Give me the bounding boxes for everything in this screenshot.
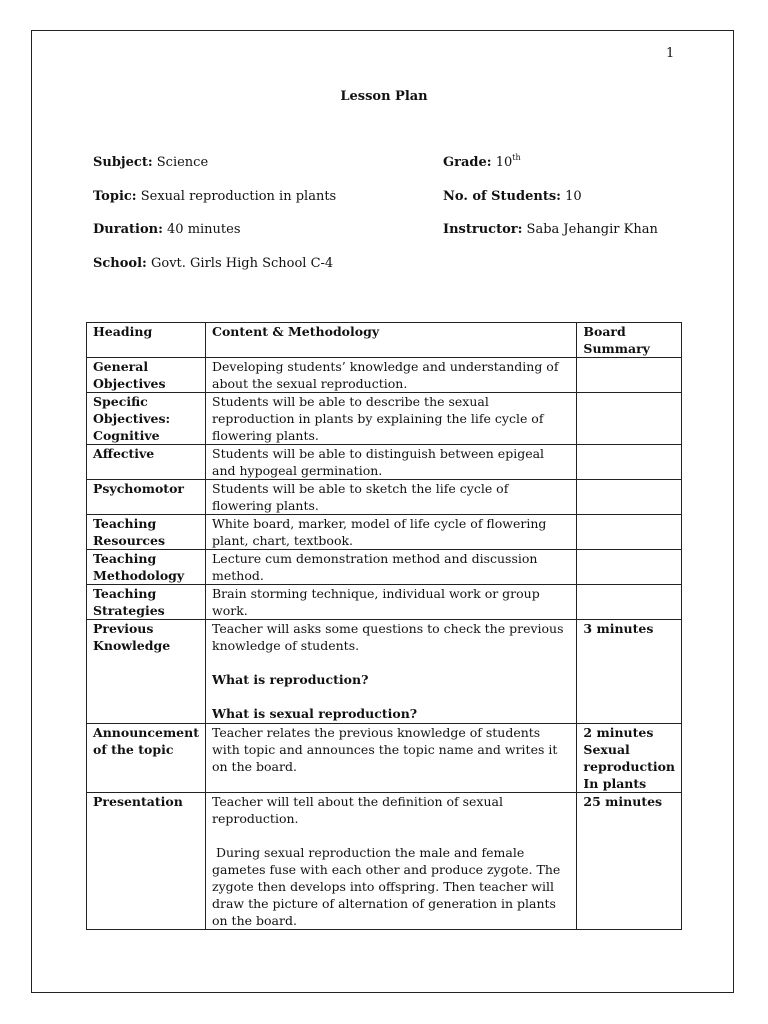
table-header-row bbox=[87, 323, 682, 358]
header-board-summary: Board Summary bbox=[577, 323, 682, 358]
table-row-announcement bbox=[87, 724, 682, 793]
students-value: 10 bbox=[565, 189, 582, 204]
row-board bbox=[577, 393, 682, 445]
row-content: Brain storming technique, individual work or group work. bbox=[206, 585, 577, 620]
row-board bbox=[577, 585, 682, 620]
students-field bbox=[443, 189, 582, 204]
topic-label: Topic: bbox=[93, 189, 137, 204]
instructor-field bbox=[443, 222, 658, 237]
school-value: Govt. Girls High School C-4 bbox=[150, 256, 334, 271]
row-content: Students will be able to describe the sexual reproduction in plants by explaining the life cycle of flowering plants. bbox=[206, 393, 577, 445]
duration-label: Duration: bbox=[93, 222, 163, 237]
row-content bbox=[206, 620, 577, 724]
row-board bbox=[577, 445, 682, 480]
row-heading: Specific Objectives: Cognitive bbox=[87, 393, 206, 445]
table-row-previous-knowledge bbox=[87, 620, 682, 724]
announcement-time: 2 minutes bbox=[583, 725, 654, 740]
header-heading: Heading bbox=[87, 323, 206, 358]
row-heading: General Objectives bbox=[87, 358, 206, 393]
instructor-value: Saba Jehangir Khan bbox=[526, 222, 658, 237]
table-row bbox=[87, 480, 682, 515]
table-row bbox=[87, 550, 682, 585]
school-label: School: bbox=[93, 256, 147, 271]
question-reproduction: What is reproduction? bbox=[212, 672, 369, 687]
topic-field bbox=[93, 189, 336, 204]
announcement-board-text: Sexual reproduction In plants bbox=[583, 742, 676, 791]
table-row-presentation bbox=[87, 793, 682, 930]
row-content bbox=[206, 793, 577, 930]
row-heading: Previous Knowledge bbox=[87, 620, 206, 724]
row-board bbox=[577, 515, 682, 550]
row-heading: Presentation bbox=[87, 793, 206, 930]
grade-superscript: th bbox=[512, 153, 521, 162]
table-row bbox=[87, 393, 682, 445]
row-board: 3 minutes bbox=[577, 620, 682, 724]
duration-value: 40 minutes bbox=[167, 222, 241, 237]
previous-knowledge-text: Teacher will asks some questions to check the previous knowledge of students. bbox=[212, 621, 564, 653]
row-heading: Affective bbox=[87, 445, 206, 480]
table-row bbox=[87, 515, 682, 550]
subject-value: Science bbox=[156, 155, 209, 170]
row-board bbox=[577, 550, 682, 585]
row-heading: Announcement of the topic bbox=[87, 724, 206, 793]
topic-value: Sexual reproduction in plants bbox=[140, 189, 337, 204]
school-field bbox=[93, 256, 333, 271]
row-content: Students will be able to sketch the life cycle of flowering plants. bbox=[206, 480, 577, 515]
question-sexual-reproduction: What is sexual reproduction? bbox=[212, 706, 418, 721]
row-heading: Teaching Resources bbox=[87, 515, 206, 550]
row-content: Teacher relates the previous knowledge of students with topic and announces the topic name and writes it on the board. bbox=[206, 724, 577, 793]
presentation-definition: Teacher will tell about the definition of sexual reproduction. bbox=[212, 794, 503, 826]
row-board bbox=[577, 358, 682, 393]
header-content: Content & Methodology bbox=[206, 323, 577, 358]
grade-field bbox=[443, 155, 521, 170]
row-heading: Teaching Methodology bbox=[87, 550, 206, 585]
grade-value: 10 bbox=[495, 155, 513, 170]
subject-label: Subject: bbox=[93, 155, 153, 170]
table-row bbox=[87, 585, 682, 620]
grade-label: Grade: bbox=[443, 155, 492, 170]
row-content: Lecture cum demonstration method and discussion method. bbox=[206, 550, 577, 585]
table-row bbox=[87, 358, 682, 393]
lesson-plan-table bbox=[86, 322, 682, 930]
subject-field bbox=[93, 155, 208, 170]
page-number: 1 bbox=[666, 46, 675, 61]
row-board bbox=[577, 724, 682, 793]
row-content: Developing students’ knowledge and understanding of about the sexual reproduction. bbox=[206, 358, 577, 393]
row-content: White board, marker, model of life cycle of flowering plant, chart, textbook. bbox=[206, 515, 577, 550]
table-row bbox=[87, 445, 682, 480]
instructor-label: Instructor: bbox=[443, 222, 523, 237]
row-heading: Psychomotor bbox=[87, 480, 206, 515]
duration-field bbox=[93, 222, 241, 237]
row-board bbox=[577, 480, 682, 515]
row-heading: Teaching Strategies bbox=[87, 585, 206, 620]
row-board: 25 minutes bbox=[577, 793, 682, 930]
row-content: Students will be able to distinguish between epigeal and hypogeal germination. bbox=[206, 445, 577, 480]
document-title: Lesson Plan bbox=[340, 89, 428, 104]
presentation-details: During sexual reproduction the male and female gametes fuse with each other and produce zygote. The zygote then develops into offspring. Then teacher will draw the picture of alternation of generation in plants on the board. bbox=[212, 845, 565, 928]
students-label: No. of Students: bbox=[443, 189, 561, 204]
